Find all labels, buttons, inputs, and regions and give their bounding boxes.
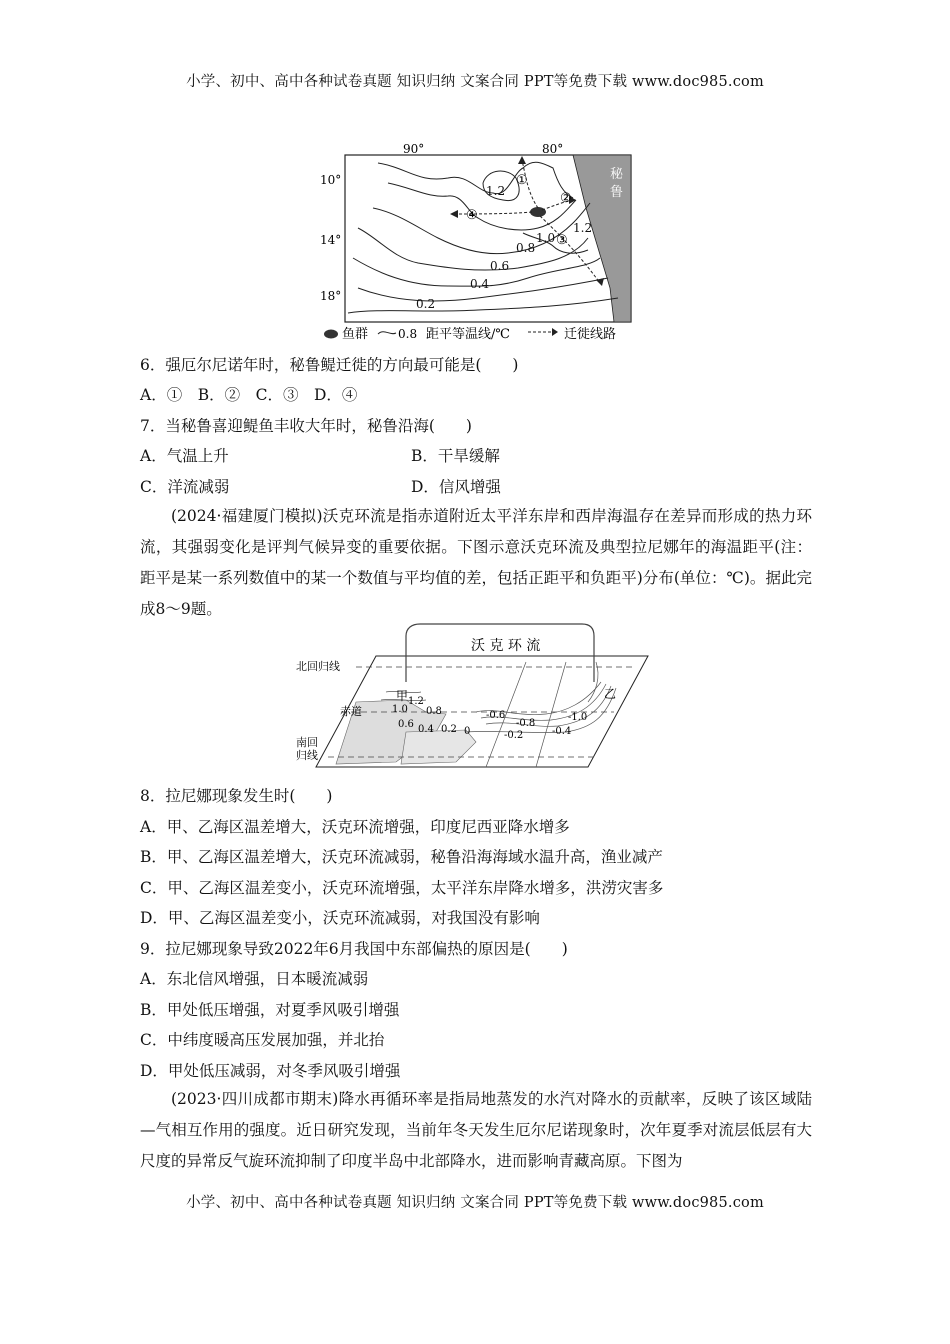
page-footer: 小学、初中、高中各种试卷真题 知识归纳 文案合同 PPT等免费下载 www.doc985.com [186, 1195, 764, 1211]
value-0: 0 [464, 726, 471, 737]
fish-school [530, 207, 546, 217]
route-label-2: ② [560, 191, 572, 206]
value-neg10: -1.0 [568, 712, 588, 723]
value-02: 0.2 [441, 724, 457, 735]
passage-walker-text: (2024·福建厦门模拟)沃克环流是指赤道附近太平洋东岸和西岸海温存在差异而形成的热力环流，其强弱变化是评判气候异变的重要依据。下图示意沃克环流及典型拉尼娜年的海温距平(注：距平是某一系列数值中的某一个数值与平均值的差，包括正距平和负距平)分布(单位：℃)。据此完成8～9题。 [140, 507, 812, 618]
passage-walker [140, 501, 812, 625]
value-04: 0.4 [418, 724, 434, 735]
route-label-3: ③ [556, 233, 568, 248]
q7-option-a: A．气温上升 [140, 447, 229, 465]
lat-south-tropic-2: 归线 [296, 749, 318, 762]
legend-fish-icon [324, 330, 338, 339]
isotherm-label-10: 1.0 [536, 231, 556, 245]
value-08: 0.8 [426, 706, 442, 717]
isotherm-label-12a: 1.2 [486, 184, 506, 198]
q7-stem: 7．当秘鲁喜迎鳀鱼丰收大年时，秘鲁沿海( ) [140, 417, 472, 435]
isotherm-label-08: 0.8 [516, 241, 536, 255]
q7-option-d: D．信风增强 [411, 478, 501, 496]
isotherm-label-12b: 1.2 [573, 221, 593, 235]
value-06: 0.6 [398, 719, 414, 730]
q6-stem: 6．强厄尔尼诺年时，秘鲁鳀迁徙的方向最可能是( ) [140, 356, 519, 374]
isotherm-label-02: 0.2 [416, 297, 436, 311]
q9-option-c: C．中纬度暖高压发展加强，并北抬 [140, 1031, 385, 1049]
q9-option-b: B．甲处低压增强，对夏季风吸引增强 [140, 1001, 400, 1019]
q8-option-c: C．甲、乙海区温差变小，沃克环流增强，太平洋东岸降水增多，洪涝灾害多 [140, 879, 664, 897]
q7-option-b: B．干旱缓解 [411, 447, 500, 465]
value-neg04: -0.4 [552, 726, 572, 737]
lon-label-90: 90° [403, 142, 425, 156]
isotherm-label-04: 0.4 [470, 277, 490, 291]
value-neg08: -0.8 [516, 718, 536, 729]
q9-option-d: D．甲处低压减弱，对冬季风吸引增强 [140, 1062, 401, 1080]
q9-option-a: A．东北信风增强，日本暖流减弱 [140, 970, 369, 988]
q8-option-a: A．甲、乙海区温差增大，沃克环流增强，印度尼西亚降水增多 [140, 818, 570, 836]
route-label-1: ① [516, 173, 528, 188]
lat-label-14: 14° [320, 233, 342, 247]
route-label-4: ④ [466, 208, 478, 223]
q7-option-c: C．洋流减弱 [140, 478, 230, 496]
legend-route-label: 迁徙线路 [564, 327, 617, 342]
passage-rainfall-text: (2023·四川成都市期末)降水再循环率是指局地蒸发的水汽对降水的贡献率，反映了该区域陆—气相互作用的强度。近日研究发现，当前年冬天发生厄尔尼诺现象时，次年夏季对流层低层有大尺度的异常反气旋环流抑制了印度半岛中北部降水，进而影响青藏高原。下图为 [140, 1090, 812, 1170]
legend-isotherm-label: 距平等温线/℃ [426, 327, 510, 342]
q8-stem: 8．拉尼娜现象发生时( ) [140, 787, 333, 805]
value-10: 1.0 [392, 704, 408, 715]
q6-options: A．① B．② C．③ D．④ [140, 386, 358, 404]
q8-option-d: D．甲、乙海区温差变小，沃克环流减弱，对我国没有影响 [140, 909, 540, 927]
value-neg06: -0.6 [486, 710, 506, 721]
value-neg02: -0.2 [504, 730, 524, 741]
walker-circulation-map [296, 622, 660, 772]
lat-equator: 赤道 [340, 705, 362, 718]
value-12: 1.2 [408, 696, 424, 707]
country-label-1: 秘 [610, 167, 624, 182]
point-jia: 甲 [396, 689, 409, 703]
peru-anomaly-map [318, 138, 640, 344]
page-header: 小学、初中、高中各种试卷真题 知识归纳 文案合同 PPT等免费下载 www.doc985.com [186, 74, 764, 90]
country-label-2: 鲁 [610, 185, 624, 200]
point-yi: 乙 [604, 687, 617, 701]
walker-title: 沃 克 环 流 [471, 638, 541, 654]
passage-rainfall [140, 1084, 812, 1177]
lat-label-18: 18° [320, 289, 342, 303]
q8-option-b: B．甲、乙海区温差增大，沃克环流减弱，秘鲁沿海海域水温升高，渔业减产 [140, 848, 663, 866]
isotherm-label-06: 0.6 [490, 259, 510, 273]
lat-north-tropic: 北回归线 [296, 660, 340, 673]
legend-isotherm-sample: 0.8 [398, 327, 418, 341]
legend-fish-label: 鱼群 [342, 327, 369, 342]
lat-south-tropic-1: 南回 [296, 736, 318, 749]
lat-label-10: 10° [320, 173, 342, 187]
q9-stem: 9．拉尼娜现象导致2022年6月我国中东部偏热的原因是( ) [140, 940, 568, 958]
lon-label-80: 80° [542, 142, 564, 156]
